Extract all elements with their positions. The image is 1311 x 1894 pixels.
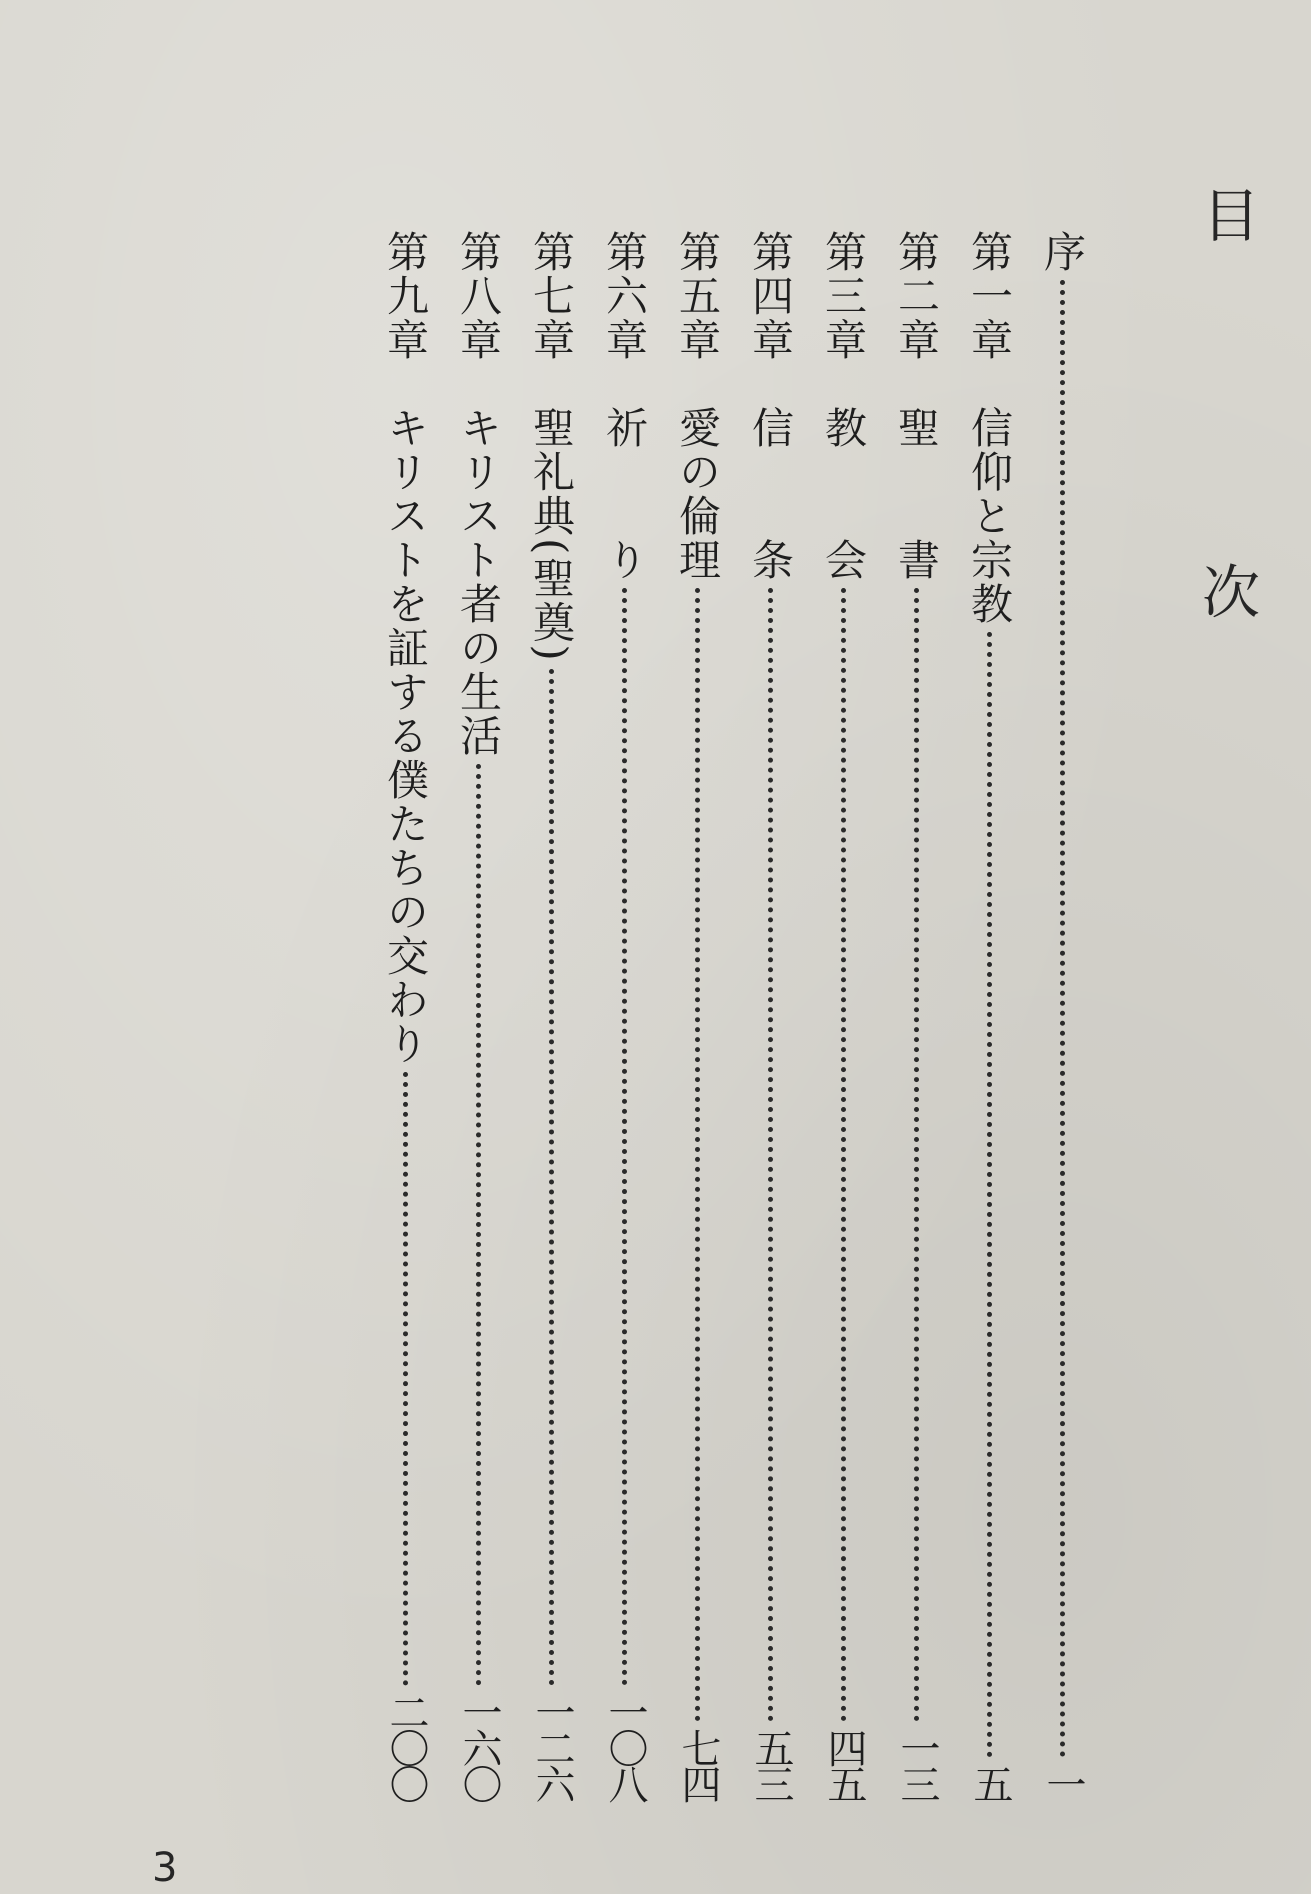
- leader-dots: [841, 588, 846, 1722]
- folio-page-number: 3: [152, 1845, 178, 1891]
- toc-page-number: 五三: [748, 1728, 794, 1800]
- toc-entry-label: 第五章 愛の倫理: [673, 230, 722, 582]
- toc-entry-label: 第八章 キリスト者の生活: [454, 230, 503, 758]
- toc-page-number: 一二六: [529, 1692, 575, 1800]
- page-title: 目 次: [1192, 185, 1260, 770]
- toc-page-number: 一三: [894, 1728, 940, 1800]
- toc-entry-label: 第九章 キリストを証する僕たちの交わり: [381, 230, 430, 1066]
- toc-entry-label: 第四章 信 条: [746, 230, 795, 582]
- toc-entry-chapter-8[interactable]: [455, 230, 502, 1800]
- leader-dots: [695, 588, 700, 1722]
- leader-dots: [987, 632, 992, 1758]
- toc-page-number: 四五: [821, 1728, 867, 1800]
- toc-entry-chapter-9[interactable]: [382, 230, 429, 1800]
- toc-page-number: 五: [967, 1764, 1013, 1800]
- toc-page-number: 一六〇: [456, 1692, 502, 1800]
- leader-dots: [1060, 280, 1065, 1758]
- leader-dots: [476, 764, 481, 1686]
- toc-entry-label: 序: [1038, 230, 1087, 274]
- toc-entry-label: 第七章 聖礼典(聖奠): [527, 230, 576, 663]
- table-of-contents: [382, 230, 1086, 1800]
- leader-dots: [549, 669, 554, 1686]
- leader-dots: [914, 588, 919, 1722]
- toc-entry-chapter-7[interactable]: [528, 230, 575, 1800]
- toc-page-number: 二〇〇: [383, 1692, 429, 1800]
- toc-page-number: 七四: [675, 1728, 721, 1800]
- toc-entry-chapter-2[interactable]: [893, 230, 940, 1800]
- toc-page-number: 一: [1040, 1764, 1086, 1800]
- toc-page-number: 一〇八: [602, 1692, 648, 1800]
- toc-entry-chapter-5[interactable]: [674, 230, 721, 1800]
- toc-entry-label: 第六章 祈 り: [600, 230, 649, 582]
- toc-entry-chapter-1[interactable]: [966, 230, 1013, 1800]
- toc-entry-chapter-4[interactable]: [747, 230, 794, 1800]
- toc-entry-label: 第三章 教 会: [819, 230, 868, 582]
- toc-entry-preface[interactable]: [1039, 230, 1086, 1800]
- toc-entry-label: 第一章 信仰と宗教: [965, 230, 1014, 626]
- leader-dots: [403, 1072, 408, 1686]
- leader-dots: [622, 588, 627, 1686]
- toc-entry-label: 第二章 聖 書: [892, 230, 941, 582]
- leader-dots: [768, 588, 773, 1722]
- toc-entry-chapter-3[interactable]: [820, 230, 867, 1800]
- toc-entry-chapter-6[interactable]: [601, 230, 648, 1800]
